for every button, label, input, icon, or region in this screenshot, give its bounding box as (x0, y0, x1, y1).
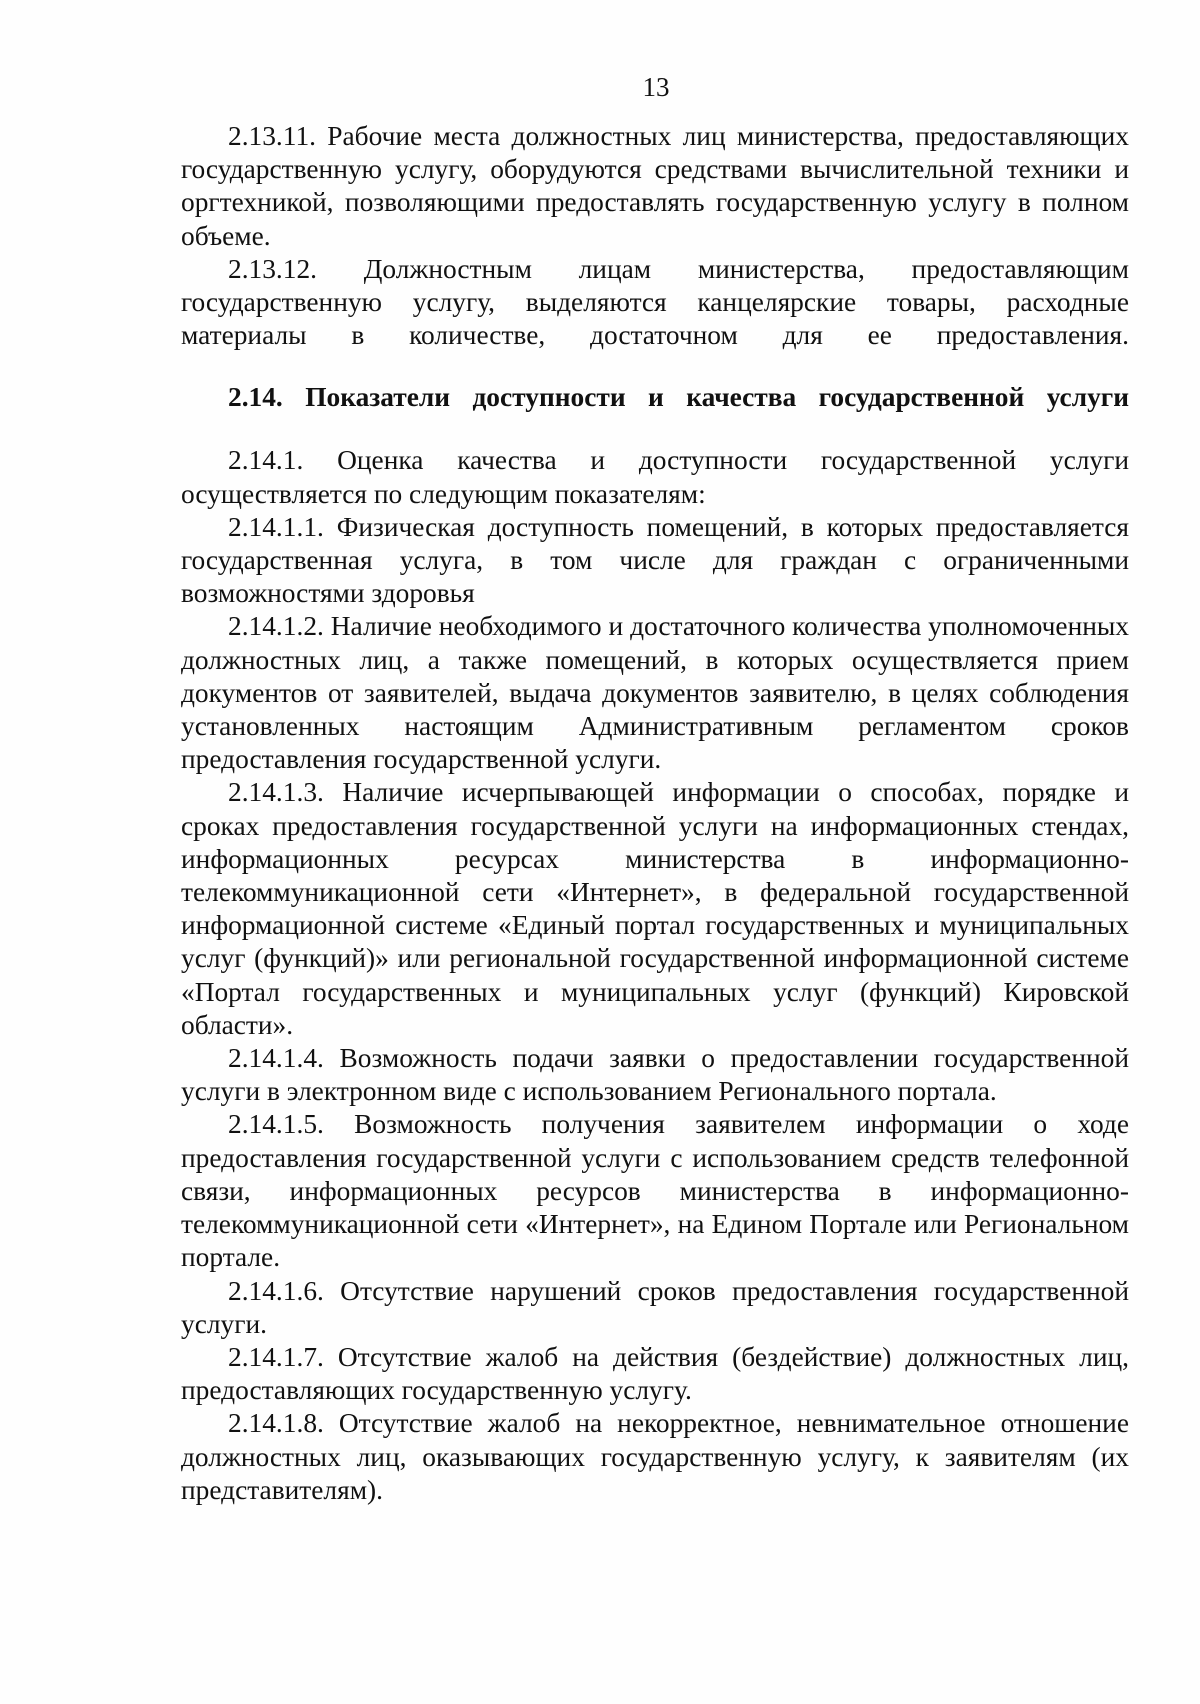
paragraph-2-14-1-4: 2.14.1.4. Возможность подачи заявки о предоставлении государственной услуги в электронном виде с использованием Регионального портала. (181, 1043, 1129, 1107)
document-body (181, 120, 1129, 1507)
paragraph-2-14-1-6: 2.14.1.6. Отсутствие нарушений сроков предоставления государственной услуги. (181, 1275, 1129, 1339)
page-number: 13 (642, 72, 670, 102)
paragraph-2-14-1-3: 2.14.1.3. Наличие исчерпывающей информации о способах, порядке и сроках предоставления государственной услуги на информационных стендах, информационных ресурсах министерства в информационно-телекоммуникационной сети «Интернет», в федеральной государственной информационной системе «Единый портал государственных и муниципальных услуг (функций)» или региональной государственной информационной системе «Портал государственных и муниципальных услуг (функций) Кировской области». (181, 777, 1129, 1040)
section-heading-2-14: 2.14. Показатели доступности и качества государственной услуги (228, 382, 1129, 413)
paragraph-2-13-12: 2.13.12. Должностным лицам министерства, предоставляющим государственную услугу, выделяются канцелярские товары, расходные материалы в количестве, достаточном для ее предоставления. (181, 253, 1129, 351)
paragraph-2-14-1-5: 2.14.1.5. Возможность получения заявителем информации о ходе предоставления государственной услуги с использованием средств телефонной связи, информационных ресурсов министерства в информационно-телекоммуникационной сети «Интернет», на Едином Портале или Региональном портале. (181, 1109, 1129, 1273)
paragraph-2-13-11: 2.13.11. Рабочие места должностных лиц министерства, предоставляющих государственную услугу, оборудуются средствами вычислительной техники и оргтехникой, позволяющими предоставлять государственную услугу в полном объеме. (181, 121, 1129, 251)
paragraph-2-14-1-1: 2.14.1.1. Физическая доступность помещений, в которых предоставляется государственная услуга, в том числе для граждан с ограниченными возможностями здоровья (181, 511, 1129, 609)
paragraph-2-14-1-7: 2.14.1.7. Отсутствие жалоб на действия (бездействие) должностных лиц, предоставляющих государственную услугу. (181, 1341, 1129, 1406)
paragraph-2-14-1-2: 2.14.1.2. Наличие необходимого и достаточного количества уполномоченных должностных лиц, а также помещений, в которых осуществляется прием документов от заявителей, выдача документов заявителю, в целях соблюдения установленных настоящим Административным регламентом сроков предоставления государственной услуги. (181, 611, 1129, 775)
paragraph-2-14-1-8: 2.14.1.8. Отсутствие жалоб на некорректное, невнимательное отношение должностных лиц, оказывающих государственную услугу, к заявителям (их представителям). (181, 1408, 1129, 1505)
paragraph-2-14-1: 2.14.1. Оценка качества и доступности государственной услуги осуществляется по следующим показателям: (181, 445, 1129, 509)
